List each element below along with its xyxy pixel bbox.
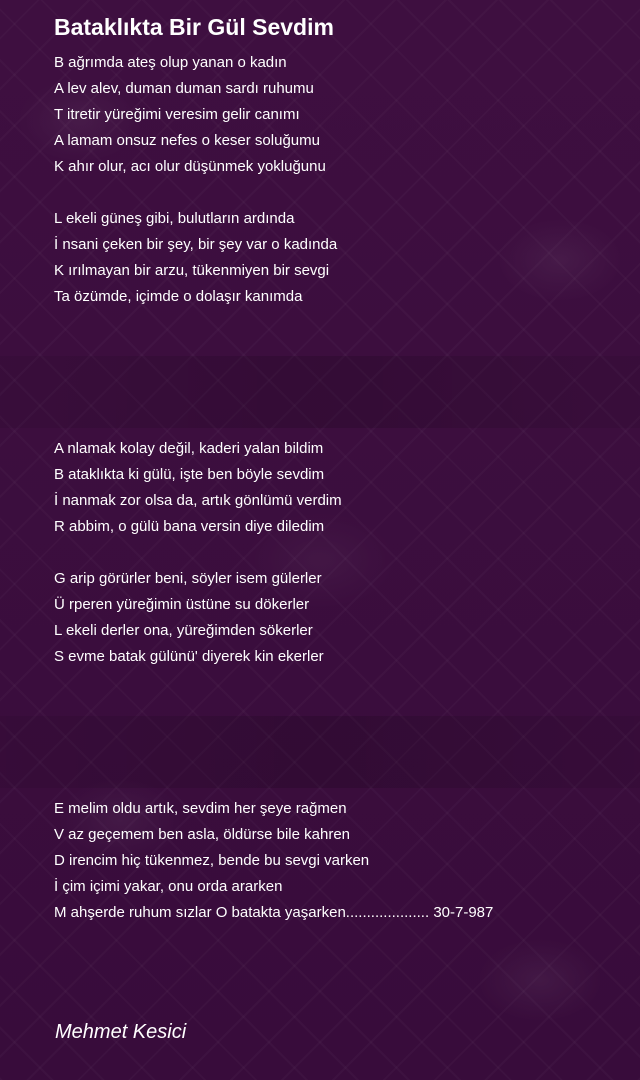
poem-line: İ nanmak zor olsa da, artık gönlümü verdim — [54, 492, 342, 509]
stanza-3 — [54, 436, 614, 540]
poem-line: B ağrımda ateş olup yanan o kadın — [54, 54, 287, 71]
poem-line: T itretir yüreğimi veresim gelir canımı — [54, 106, 300, 123]
poem-line: M ahşerde ruhum sızlar O batakta yaşarken.................... 30-7-987 — [54, 904, 494, 921]
poem-line: A nlamak kolay değil, kaderi yalan bildim — [54, 440, 324, 457]
stanza-1 — [54, 50, 614, 180]
poem-line: İ nsani çeken bir şey, bir şey var o kadında — [54, 236, 338, 253]
poem-line: V az geçemem ben asla, öldürse bile kahren — [54, 826, 351, 843]
poem-line: R abbim, o gülü bana versin diye diledim — [54, 518, 325, 535]
decorative-band — [0, 716, 640, 788]
stanza-5 — [54, 796, 614, 926]
poem-line: B ataklıkta ki gülü, işte ben böyle sevdim — [54, 466, 325, 483]
poem-line: Ü rperen yüreğimin üstüne su dökerler — [54, 596, 310, 613]
poem-line: L ekeli derler ona, yüreğimden sökerler — [54, 622, 313, 639]
poem-line: S evme batak gülünü' diyerek kin ekerler — [54, 648, 324, 665]
poem-line: İ çim içimi yakar, onu orda ararken — [54, 878, 283, 895]
poem-line: A lev alev, duman duman sardı ruhumu — [54, 80, 314, 97]
poem-line: A lamam onsuz nefes o keser soluğumu — [54, 132, 320, 149]
author-name: Mehmet Kesici — [55, 1021, 187, 1043]
stanza-2 — [54, 206, 614, 310]
poem-line: D irencim hiç tükenmez, bende bu sevgi varken — [54, 852, 370, 869]
poem-title: Bataklıkta Bir Gül Sevdim — [54, 14, 334, 40]
poem-line: K ırılmayan bir arzu, tükenmiyen bir sevgi — [54, 262, 330, 279]
poem-line: E melim oldu artık, sevdim her şeye rağmen — [54, 800, 347, 817]
poem-line: G arip görürler beni, söyler isem gülerler — [54, 570, 322, 587]
decorative-band — [0, 356, 640, 428]
poem-line: L ekeli güneş gibi, bulutların ardında — [54, 210, 295, 227]
stanza-4 — [54, 566, 614, 670]
poem-line: K ahır olur, acı olur düşünmek yokluğunu — [54, 158, 326, 175]
poem-line: Ta özümde, içimde o dolaşır kanımda — [54, 288, 303, 305]
